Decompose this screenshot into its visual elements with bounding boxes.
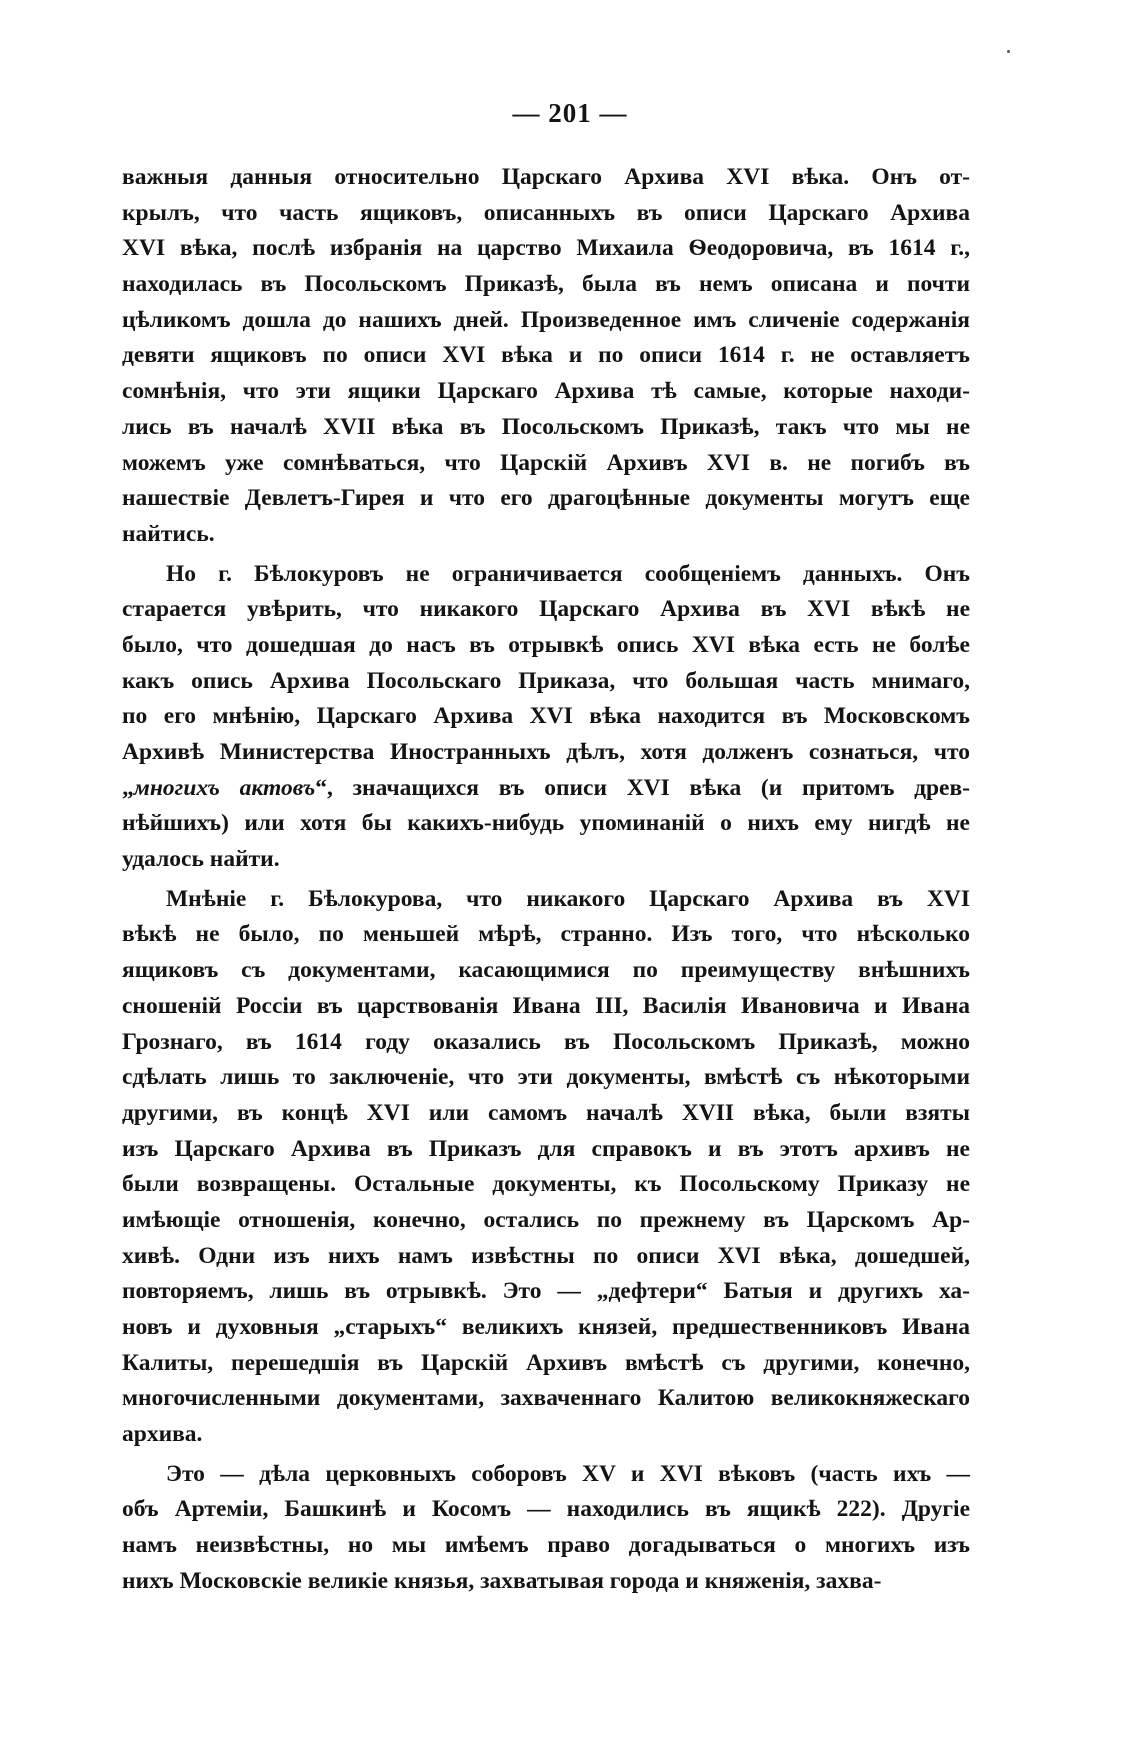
text-line: были возвращены. Остальные документы, къ Посольскому Приказу не (122, 1171, 970, 1198)
page-number: — 201 — (512, 98, 628, 128)
body-text (122, 160, 970, 1600)
italic-phrase: многихъ актовъ (133, 774, 316, 801)
text-line: хивѣ. Одни изъ нихъ намъ извѣстны по описи XVI вѣка, дошедшей, (122, 1242, 970, 1269)
text-line: другими, въ концѣ XVI или самомъ началѣ XVII вѣка, были взяты (122, 1099, 970, 1126)
text-line: находилась въ Посольскомъ Приказѣ, была въ немъ описана и почти (122, 271, 970, 298)
text-line: Это — дѣла церковныхъ соборовъ XV и XVI вѣковъ (часть ихъ — (166, 1460, 970, 1487)
text-line: XVI вѣка, послѣ избранія на царство Михаила Ѳеодоровича, въ 1614 г., (122, 235, 970, 262)
paragraph (122, 882, 970, 1453)
text-line: Грознаго, въ 1614 году оказались въ Посольскомъ Приказѣ, можно (122, 1028, 970, 1055)
text-line: старается увѣрить, что никакого Царскаго Архива въ XVI вѣкѣ не (122, 596, 970, 623)
text-line: какъ опись Архива Посольскаго Приказа, что большая часть мнимаго, (122, 667, 970, 694)
text-line: было, что дошедшая до насъ въ отрывкѣ опись XVI вѣка есть не болѣе (122, 631, 970, 658)
text-line: архива. (122, 1421, 203, 1448)
text-line: Но г. Бѣлокуровъ не ограничивается сообщеніемъ данныхъ. Онъ (166, 560, 970, 587)
text-line: нѣйшихъ) или хотя бы какихъ-нибудь упоминаній о нихъ ему нигдѣ не (122, 810, 970, 837)
text-line: крылъ, что часть ящиковъ, описанныхъ въ описи Царскаго Архива (122, 199, 970, 226)
text-line: объ Артеміи, Башкинѣ и Косомъ — находились въ ящикѣ 222). Другіе (122, 1496, 970, 1523)
text-line: цѣликомъ дошла до нашихъ дней. Произведенное имъ сличеніе содержанія (122, 306, 970, 333)
text-line: „многихъ актовъ“, значащихся въ описи XVI вѣка (и притомъ древ- (122, 774, 970, 801)
paper-speck (1007, 50, 1010, 53)
text-line: Архивѣ Министерства Иностранныхъ дѣлъ, хотя долженъ сознаться, что (122, 739, 970, 765)
text-line: изъ Царскаго Архива въ Приказъ для справокъ и въ этотъ архивъ не (122, 1135, 970, 1162)
text-line: лись въ началѣ XVII вѣка въ Посольскомъ Приказѣ, такъ что мы не (122, 413, 970, 440)
text-line: имѣющіе отношенія, конечно, остались по прежнему въ Царскомъ Ар- (122, 1206, 970, 1233)
text-line: многочисленными документами, захваченнаго Калитою великокняжескаго (122, 1385, 970, 1412)
text-line: повторяемъ, лишь въ отрывкѣ. Это — „дефтери“ Батыя и другихъ ха- (122, 1278, 970, 1305)
paragraph (122, 1457, 970, 1600)
text-line: сдѣлать лишь то заключеніе, что эти документы, вмѣстѣ съ нѣкоторыми (122, 1064, 970, 1091)
text-line: намъ неизвѣстны, но мы имѣемъ право догадываться о многихъ изъ (122, 1532, 970, 1559)
text-line: сомнѣнія, что эти ящики Царскаго Архива тѣ самые, которые находи- (122, 378, 970, 405)
text-line: Мнѣніе г. Бѣлокурова, что никакого Царскаго Архива въ XVI (166, 885, 970, 912)
text-line: сношеній Россіи въ царствованія Ивана III, Василія Ивановича и Ивана (122, 992, 970, 1019)
text-line: удалось найти. (122, 846, 280, 873)
text-line: новъ и духовныя „старыхъ“ великихъ князей, предшественниковъ Ивана (122, 1314, 970, 1340)
text-line: можемъ уже сомнѣваться, что Царскій Архивъ XVI в. не погибъ въ (122, 449, 970, 476)
paragraph (122, 557, 970, 878)
text-line: нихъ Московскіе великіе князья, захватывая города и княженія, захва- (122, 1567, 882, 1594)
text-line: нашествіе Девлетъ-Гирея и что его драгоцѣнные документы могутъ еще (122, 485, 970, 512)
text-line: девяти ящиковъ по описи XVI вѣка и по описи 1614 г. не оставляетъ (122, 342, 970, 369)
text-line: найтись. (122, 520, 215, 547)
text-line: вѣкѣ не было, по меньшей мѣрѣ, странно. Изъ того, что нѣсколько (122, 921, 970, 948)
paragraph (122, 160, 970, 553)
text-line: важныя данныя относительно Царскаго Архива XVI вѣка. Онъ от- (122, 164, 970, 190)
text-line: ящиковъ съ документами, касающимися по преимуществу внѣшнихъ (122, 957, 970, 984)
text-line: Калиты, перешедшія въ Царскій Архивъ вмѣстѣ съ другими, конечно, (122, 1349, 970, 1376)
text-line: по его мнѣнію, Царскаго Архива XVI вѣка находится въ Московскомъ (122, 703, 970, 730)
